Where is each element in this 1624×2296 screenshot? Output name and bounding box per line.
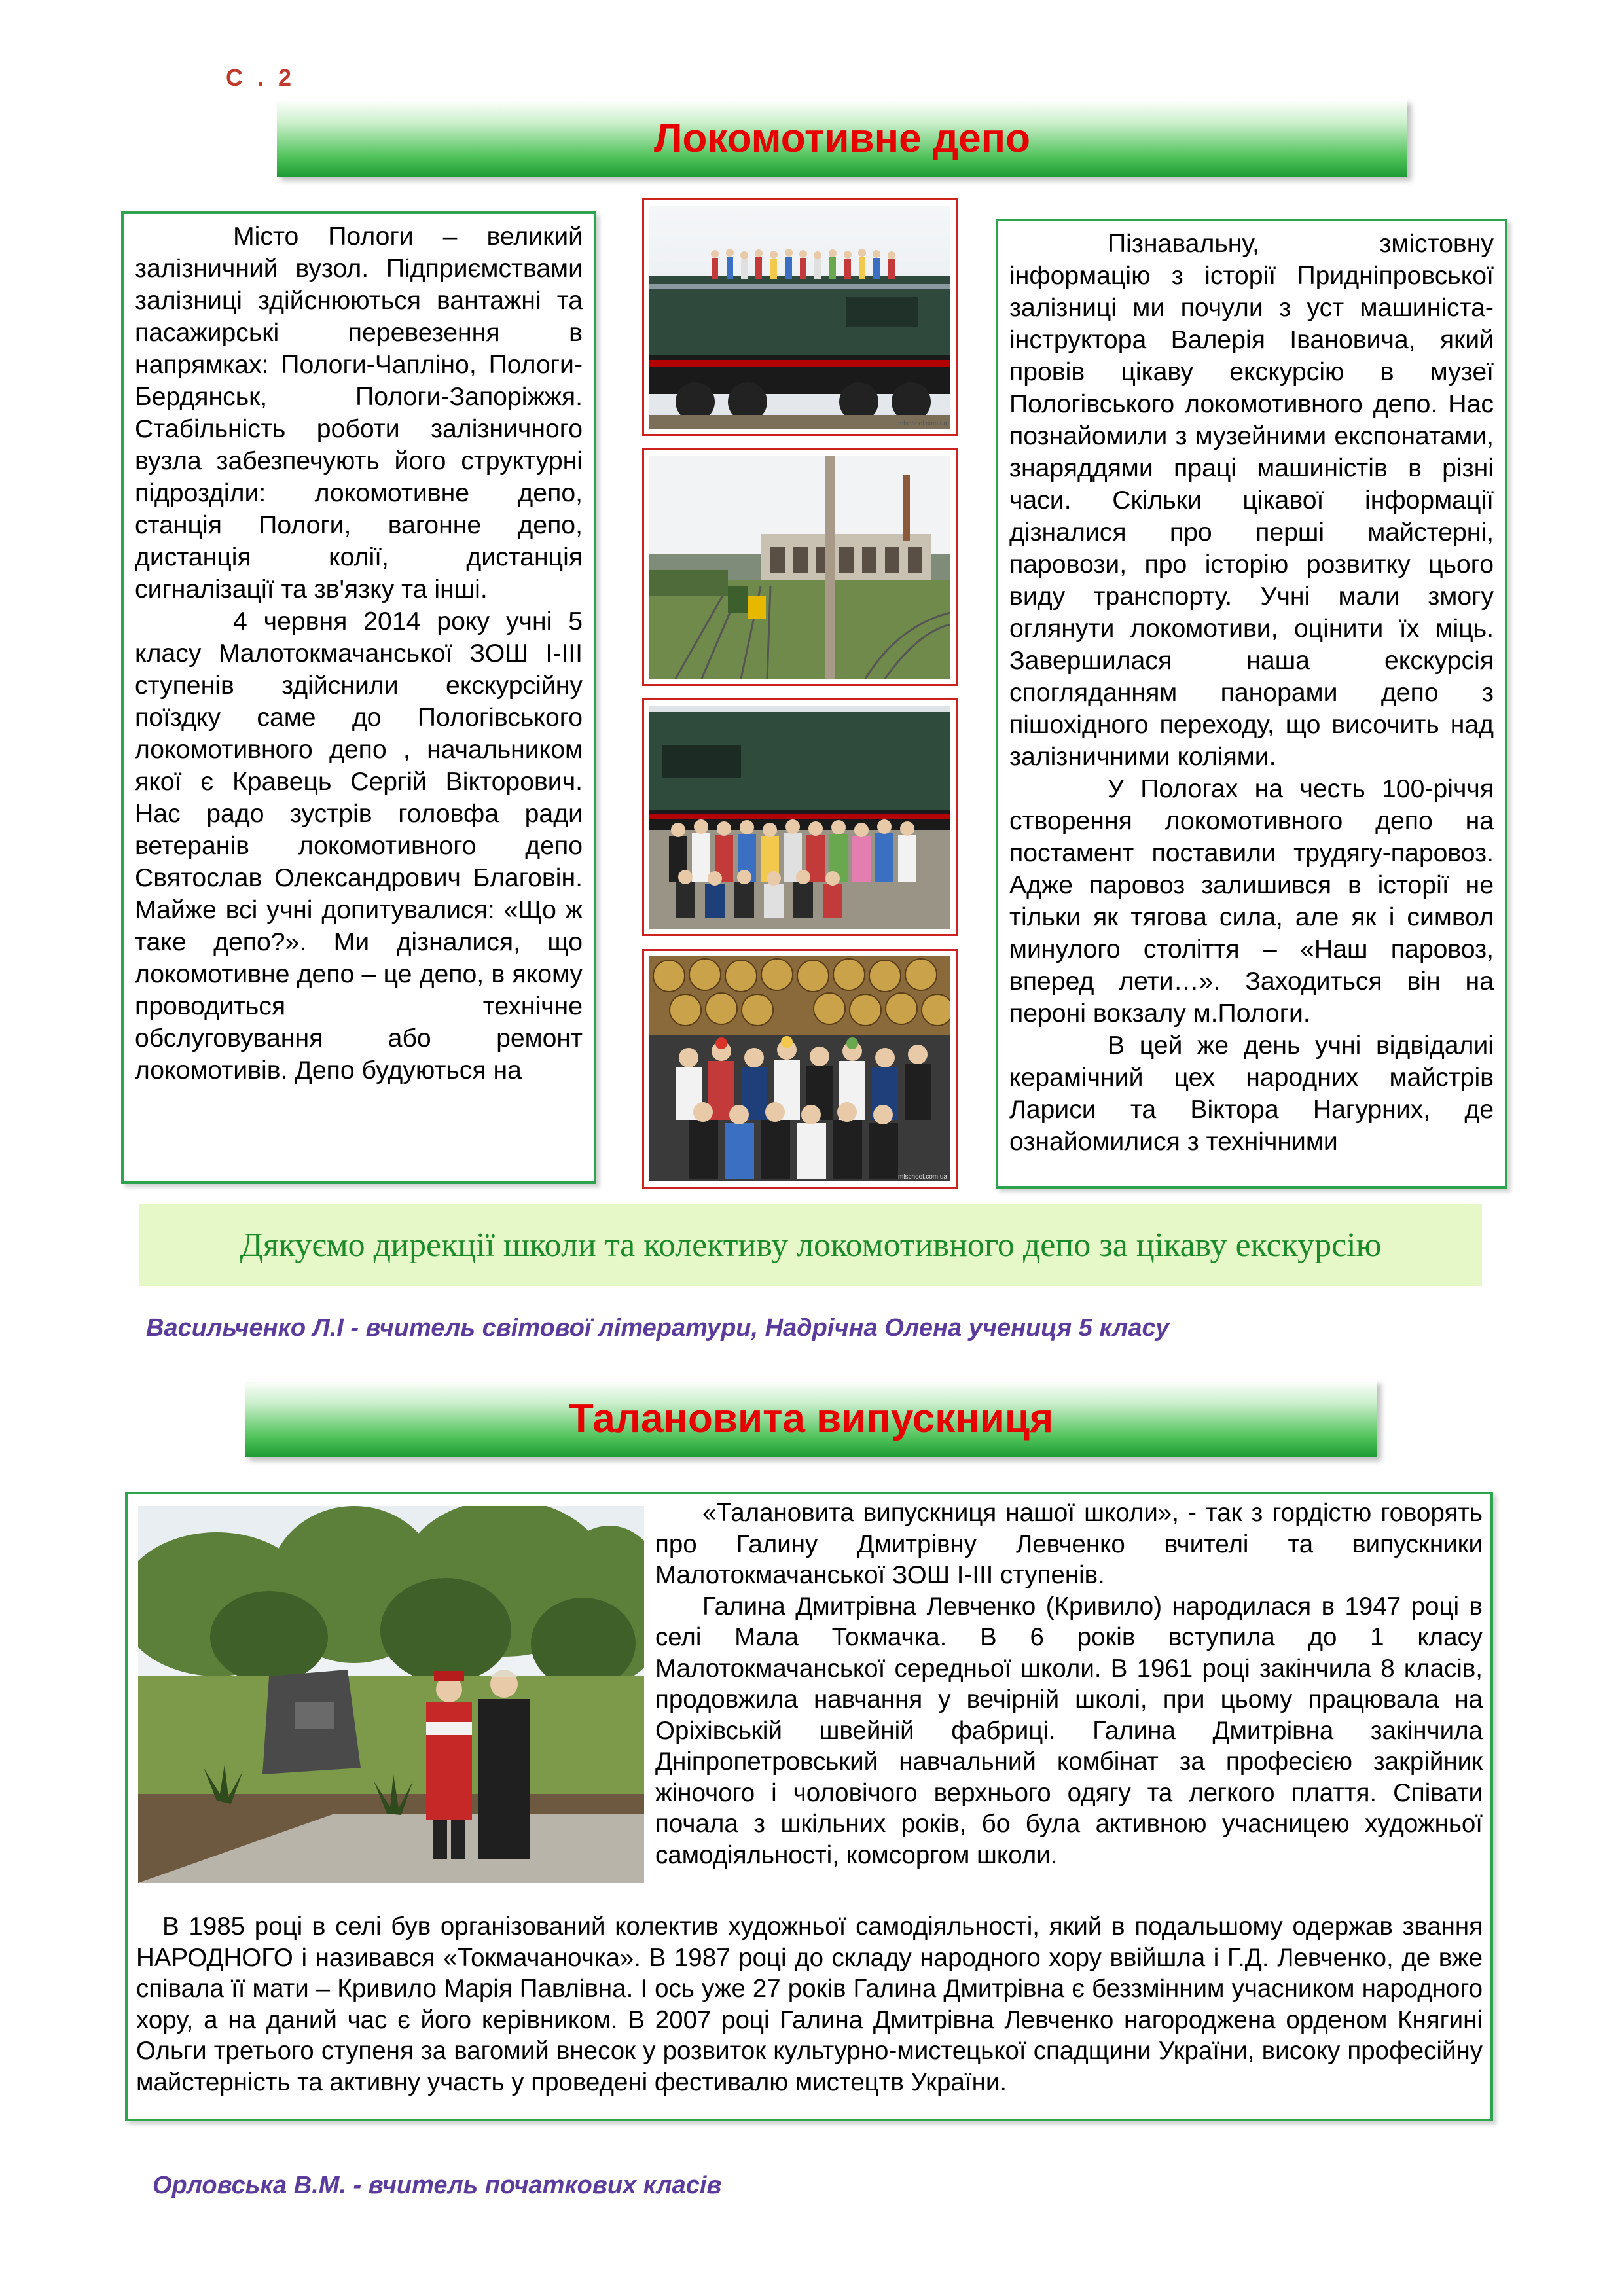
article1-title-banner — [277, 99, 1407, 177]
photo-children-on-locomotive — [642, 198, 958, 436]
photo-group-at-locomotive — [642, 698, 958, 936]
paragraph: В цей же день учні відвідалиі керамічний цех народних майстрів Лариси та Віктора Нагурних, де ознайомилися з технічними — [1009, 1031, 1494, 1156]
article2-title: Талановита випускниця — [568, 1395, 1054, 1441]
article2-text-full-width — [136, 1911, 1483, 2098]
photo-watermark: mlschool.com.ua — [897, 420, 947, 427]
paragraph: Пізнавальну, змістовну інформацію з історії Придніпровської залізниці ми почули з уст машиніста-інструктора Валерія Івановича, який провів цікаву екскурсію в музеї Пологівського локомотивного депо. Нас познайомили з музейними експонатами, знаряддями праці машиністів в різні часи. Скільки цікавої інформації дізналися про перші майстерні, паровози, про історію розвитку цього виду транспорту. Учні мали змогу оглянути локомотиви, оцінити їх міць. Завершилася наша екскурсія спогляданням панорами депо з пішохідного переходу, що височить над залізничними коліями. — [1009, 230, 1494, 771]
paragraph: В 1985 році в селі був організований колектив художньої самодіяльності, який в подальшому одержав звання НАРОДНОГО і називався «Токмачаночка». В 1987 році до складу народного хору ввійшла і Г.Д. Левченко, де вже співала її мати – Кривило Марія Павлівна. І ось уже 27 років Галина Дмитрівна є беззмінним учасником народного хору, а на даний час є його керівником. В 2007 році Галина Дмитрівна Левченко нагороджена орденом Княгині Ольги третього ступеня за вагомий внесок у розвиток культурно-мистецької спадщини України, високу професійну майстерність та активну участь у проведені фестивалю мистецтв України. — [136, 1912, 1483, 2096]
paragraph: 4 червня 2014 року учні 5 класу Малотокмачанської ЗОШ І-ІІІ ступенів здійснили екскурсійну поїздку саме до Пологівського локомотивного депо , начальником якої є Кравець Сергій Вікторович. Нас радо зустрів головфа ради ветеранів локомотивного депо Святослав Олександрович Благовін. Майже всі учні допитувалися: «Що ж таке депо?». Ми дізналися, що локомотивне депо – це депо, в якому проводиться технічне обслуговування або ремонт локомотивів. Депо будуються на — [135, 607, 583, 1085]
photo-watermark: mlschool.com.ua — [897, 1174, 947, 1181]
article1-left-column — [121, 211, 596, 1184]
article2-title-banner — [245, 1380, 1377, 1457]
article2-text-beside-photo — [655, 1498, 1483, 1871]
photo-graduate-at-memorial — [138, 1506, 644, 1883]
article1-right-column — [996, 219, 1507, 1189]
page-number: С . 2 — [226, 64, 296, 91]
thanks-text: Дякуємо дирекції школи та колективу локомотивного депо за цікаву екскурсію — [240, 1227, 1382, 1264]
paragraph: У Пологах на честь 100-річчя створення локомотивного депо на постамент поставили трудягу-паровоз. Адже паровоз залишився в історії не тільки як тягова сила, але як і символ минулого століття – «Наш паровоз, вперед лети…». Заходиться він на пероні вокзалу м.Пологи. — [1009, 775, 1494, 1028]
paragraph: Галина Дмитрівна Левченко (Кривило) народилася в 1947 році в селі Мала Токмачка. В 6 років вступила до 1 класу Малотокмачанської середньої школи. В 1961 році закінчила 8 класів, продовжила навчання у вечірній школі, при цьому працювала на Оріхівській швейній фабриці. Галина Дмитрівна закінчила Дніпропетровський навчальний комбінат за професією закрійник жіночого і чоловічого верхнього одягу та легкого плаття. Співати почала з шкільних років, бо була активною учасницею художньої самодіяльності, комсоргом школи. — [655, 1592, 1483, 1869]
thanks-banner — [139, 1204, 1482, 1286]
article1-author: Васильченко Л.І - вчитель світової літератури, Надрічна Олена учениця 5 класу — [146, 1314, 1170, 1342]
photo-ceramic-workshop — [642, 949, 958, 1189]
paragraph: Місто Пологи – великий залізничний вузол. Підприємствами залізниці здійснюються вантажні та пасажирські перевезення в напрямках: Пологи-Чапліно, Пологи-Бердянськ, Пологи-Запоріжжя. Стабільність роботи залізничного вузла забезпечують його структурні підрозділи: локомотивне депо, станція Пологи, вагонне депо, дистанція колії, дистанція сигналізації та зв'язку та інші. — [135, 223, 583, 603]
paragraph: «Талановита випускниця нашої школи», - так з гордістю говорять про Галину Дмитрівну Левченко вчителі та випускники Малотокмачанської ЗОШ І-ІІІ ступенів. — [655, 1499, 1483, 1589]
article2-author: Орловська В.М. - вчитель початкових класів — [153, 2172, 722, 2199]
photo-depot-panorama — [642, 448, 958, 686]
article1-title: Локомотивне депо — [654, 115, 1030, 161]
